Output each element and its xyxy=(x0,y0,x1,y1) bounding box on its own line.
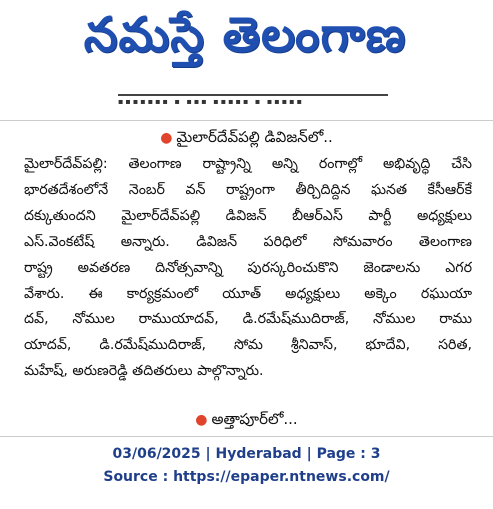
article-line: దవ్, నోముల రాముయాదవ్, డి.రమేష్‌ముదిరాజ్, నోముల రాము xyxy=(24,311,472,328)
article-body xyxy=(24,152,472,385)
footer-source: Source : https://epaper.ntnews.com/ xyxy=(103,469,390,485)
section-divider xyxy=(0,120,493,121)
footer-dateline: 03/06/2025 | Hyderabad | Page : 3 xyxy=(112,446,381,462)
next-section-heading xyxy=(0,410,493,432)
article-line: ఎస్.వెంకటేష్ అన్నారు. డివిజన్ పరిధిలో సోమవారం తెలంగాణ xyxy=(24,233,472,250)
section-heading xyxy=(0,128,493,150)
article-line: దక్కుతుందని మైలార్‌దేవ్‌పల్లి డివిజన్ బీఆర్‌ఎస్ పార్టీ అధ్యక్షులు xyxy=(24,207,472,224)
article-line: రాష్ట్ర అవతరణ దినోత్సవాన్ని పురస్కరించుకొని జెండాలను ఎగర xyxy=(24,259,472,276)
bullet-icon: ● xyxy=(195,412,208,428)
article-line: యాదవ్, డి.రమేష్‌ముదిరాజ్, సోమ శ్రీనివాస్, భూదేవి, సరిత, xyxy=(24,337,472,354)
masthead-title: నమస్తే తెలంగాణ xyxy=(83,7,407,63)
article-line: మైలార్‌దేవ్‌పల్లి: తెలంగాణ రాష్ట్రాన్ని అన్ని రంగాల్లో అభివృద్ధి చేసి xyxy=(24,156,472,172)
next-section-heading-text: అత్తాపూర్‌లో... xyxy=(211,410,298,428)
bullet-icon: ● xyxy=(160,130,173,146)
masthead-subtitle-strip: ▪▪▪▪▪▪▪ ▪ ▪▪▪ ▪▪▪▪▪ ▪ ▪▪▪▪▪ xyxy=(118,94,388,109)
masthead-logo xyxy=(40,4,450,66)
article-line: భారతదేశంలోనే నెంబర్ వన్ రాష్ట్రంగా తీర్చిదిద్దిన ఘనత కేసీఆర్‌కే xyxy=(24,181,472,198)
article-line: వేశారు. ఈ కార్యక్రమంలో యూత్ అధ్యక్షులు అక్కెం రఘుయా xyxy=(24,285,472,302)
article-line: మహేష్, అరుణరెడ్డి తదితరులు పాల్గొన్నారు. xyxy=(24,363,264,380)
section-heading-text: మైలార్‌దేవ్‌పల్లి డివిజన్‌లో.. xyxy=(176,128,333,146)
footer-divider xyxy=(0,436,493,437)
